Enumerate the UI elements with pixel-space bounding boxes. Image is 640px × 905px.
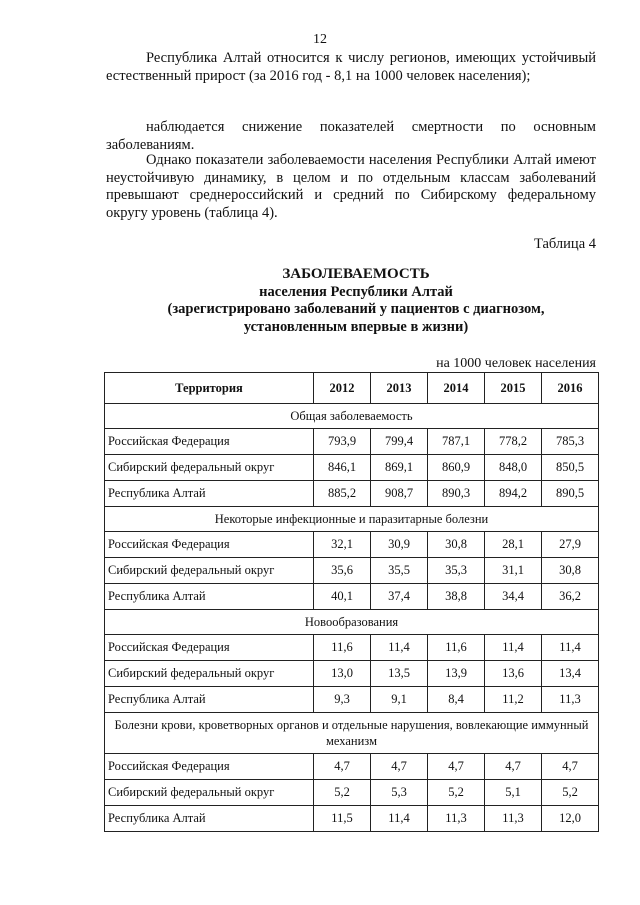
section-title: Общая заболеваемость bbox=[105, 404, 599, 429]
table-cell: 799,4 bbox=[371, 429, 428, 455]
territory-name: Сибирский федеральный округ bbox=[105, 558, 314, 584]
table-cell: 4,7 bbox=[542, 754, 599, 780]
territory-name: Сибирский федеральный округ bbox=[105, 455, 314, 481]
header-year: 2014 bbox=[428, 373, 485, 404]
territory-name: Российская Федерация bbox=[105, 532, 314, 558]
table-units: на 1000 человек населения bbox=[436, 356, 596, 371]
table-cell: 4,7 bbox=[428, 754, 485, 780]
territory-name: Республика Алтай bbox=[105, 687, 314, 713]
header-year: 2012 bbox=[314, 373, 371, 404]
table-title bbox=[106, 266, 606, 336]
table-cell: 4,7 bbox=[371, 754, 428, 780]
territory-name: Российская Федерация bbox=[105, 429, 314, 455]
table-cell: 30,9 bbox=[371, 532, 428, 558]
table-cell: 5,2 bbox=[314, 780, 371, 806]
table-row bbox=[105, 532, 599, 558]
table-cell: 11,6 bbox=[314, 635, 371, 661]
table-cell: 4,7 bbox=[485, 754, 542, 780]
table-cell: 793,9 bbox=[314, 429, 371, 455]
table-title-note-1: (зарегистрировано заболеваний у пациентов с диагнозом, bbox=[167, 301, 545, 317]
table-cell: 787,1 bbox=[428, 429, 485, 455]
header-territory: Территория bbox=[105, 373, 314, 404]
table-cell: 8,4 bbox=[428, 687, 485, 713]
table-cell: 908,7 bbox=[371, 481, 428, 507]
table-row bbox=[105, 429, 599, 455]
table-cell: 860,9 bbox=[428, 455, 485, 481]
table-cell: 27,9 bbox=[542, 532, 599, 558]
table-cell: 5,2 bbox=[428, 780, 485, 806]
table-cell: 37,4 bbox=[371, 584, 428, 610]
table-cell: 5,3 bbox=[371, 780, 428, 806]
table-cell: 13,6 bbox=[485, 661, 542, 687]
table-cell: 13,4 bbox=[542, 661, 599, 687]
table-cell: 30,8 bbox=[542, 558, 599, 584]
header-year: 2016 bbox=[542, 373, 599, 404]
table-row bbox=[105, 661, 599, 687]
table-cell: 34,4 bbox=[485, 584, 542, 610]
table-cell: 13,0 bbox=[314, 661, 371, 687]
table-cell: 11,3 bbox=[485, 806, 542, 832]
table-cell: 848,0 bbox=[485, 455, 542, 481]
territory-name: Республика Алтай bbox=[105, 584, 314, 610]
table-cell: 9,3 bbox=[314, 687, 371, 713]
table-cell: 13,9 bbox=[428, 661, 485, 687]
table-cell: 850,5 bbox=[542, 455, 599, 481]
table-row bbox=[105, 455, 599, 481]
table-caption: Таблица 4 bbox=[533, 236, 596, 252]
table-cell: 11,4 bbox=[542, 635, 599, 661]
table-title-note-2: установленным впервые в жизни) bbox=[243, 318, 469, 335]
table-cell: 785,3 bbox=[542, 429, 599, 455]
table-row bbox=[105, 687, 599, 713]
paragraph-morbidity: Однако показатели заболеваемости населения Республики Алтай имеют неустойчивую динамику, в целом и по отдельным классам заболеваний превышают среднероссийский и средний по Сибирскому федеральному округу уровень (таблица 4). bbox=[106, 152, 596, 221]
section-row bbox=[105, 610, 599, 635]
table-cell: 5,2 bbox=[542, 780, 599, 806]
table-cell: 11,5 bbox=[314, 806, 371, 832]
table-header-row bbox=[105, 373, 599, 404]
table-row bbox=[105, 806, 599, 832]
table-cell: 12,0 bbox=[542, 806, 599, 832]
table-row bbox=[105, 584, 599, 610]
table-row bbox=[105, 481, 599, 507]
table-cell: 31,1 bbox=[485, 558, 542, 584]
table-cell: 38,8 bbox=[428, 584, 485, 610]
table-cell: 11,4 bbox=[485, 635, 542, 661]
territory-name: Российская Федерация bbox=[105, 635, 314, 661]
table-row bbox=[105, 780, 599, 806]
table-cell: 11,6 bbox=[428, 635, 485, 661]
territory-name: Республика Алтай bbox=[105, 806, 314, 832]
territory-name: Российская Федерация bbox=[105, 754, 314, 780]
header-year: 2013 bbox=[371, 373, 428, 404]
table-cell: 40,1 bbox=[314, 584, 371, 610]
table-row bbox=[105, 635, 599, 661]
table-cell: 894,2 bbox=[485, 481, 542, 507]
territory-name: Республика Алтай bbox=[105, 481, 314, 507]
section-row bbox=[105, 713, 599, 754]
paragraph-natural-growth: Республика Алтай относится к числу регионов, имеющих устойчивый естественный прирост (за 2016 год - 8,1 на 1000 человек населения); bbox=[106, 50, 596, 84]
table-cell: 32,1 bbox=[314, 532, 371, 558]
table-cell: 890,3 bbox=[428, 481, 485, 507]
table-title-subtitle: населения Республики Алтай bbox=[259, 283, 453, 300]
section-row bbox=[105, 507, 599, 532]
table-cell: 35,3 bbox=[428, 558, 485, 584]
table-cell: 11,3 bbox=[542, 687, 599, 713]
table-cell: 11,2 bbox=[485, 687, 542, 713]
table-cell: 30,8 bbox=[428, 532, 485, 558]
section-row bbox=[105, 404, 599, 429]
section-title: Некоторые инфекционные и паразитарные болезни bbox=[105, 507, 599, 532]
table-title-main: ЗАБОЛЕВАЕМОСТЬ bbox=[282, 266, 430, 282]
territory-name: Сибирский федеральный округ bbox=[105, 780, 314, 806]
table-cell: 9,1 bbox=[371, 687, 428, 713]
section-title: Болезни крови, кроветворных органов и отдельные нарушения, вовлекающие иммунный механизм bbox=[105, 713, 599, 754]
table-cell: 5,1 bbox=[485, 780, 542, 806]
table-cell: 846,1 bbox=[314, 455, 371, 481]
table-cell: 36,2 bbox=[542, 584, 599, 610]
header-year: 2015 bbox=[485, 373, 542, 404]
table-row bbox=[105, 754, 599, 780]
table-cell: 869,1 bbox=[371, 455, 428, 481]
table-cell: 4,7 bbox=[314, 754, 371, 780]
table-cell: 890,5 bbox=[542, 481, 599, 507]
table-cell: 28,1 bbox=[485, 532, 542, 558]
territory-name: Сибирский федеральный округ bbox=[105, 661, 314, 687]
table-cell: 35,6 bbox=[314, 558, 371, 584]
paragraph-mortality: наблюдается снижение показателей смертности по основным заболеваниям. bbox=[106, 119, 596, 153]
table-cell: 13,5 bbox=[371, 661, 428, 687]
table-cell: 885,2 bbox=[314, 481, 371, 507]
section-title: Новообразования bbox=[105, 610, 599, 635]
table-cell: 778,2 bbox=[485, 429, 542, 455]
table-cell: 11,4 bbox=[371, 635, 428, 661]
table-cell: 11,3 bbox=[428, 806, 485, 832]
table-cell: 35,5 bbox=[371, 558, 428, 584]
morbidity-table bbox=[104, 372, 599, 832]
page-number: 12 bbox=[313, 32, 327, 47]
table-cell: 11,4 bbox=[371, 806, 428, 832]
table-row bbox=[105, 558, 599, 584]
